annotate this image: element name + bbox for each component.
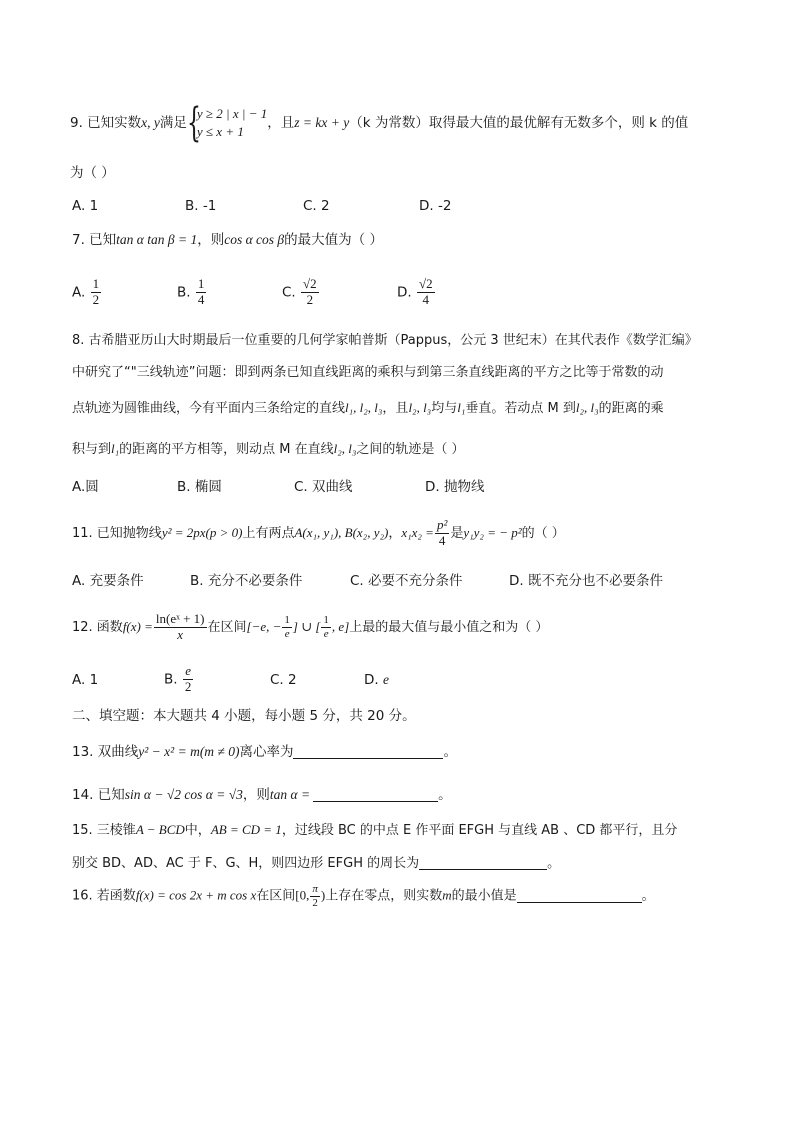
- q16-mid: 在区间: [256, 888, 296, 904]
- q16-expr: f(x) = cos 2x + m cos x: [135, 887, 257, 903]
- q16-var: m: [442, 887, 452, 903]
- q7-option-b: [177, 277, 207, 308]
- q15-answer-blank[interactable]: [419, 855, 547, 870]
- q9-satisfy: 满足: [159, 115, 187, 131]
- q12-option-b: [164, 664, 194, 695]
- q8-option-d: D. 抛物线: [425, 479, 485, 495]
- q12-int2: ] ∪ [: [292, 618, 321, 634]
- q7-option-d-frac: [417, 277, 435, 308]
- question-16: [72, 883, 655, 909]
- q16-int2: ): [320, 887, 326, 903]
- frac-den: 2: [92, 291, 100, 307]
- q7-option-b-label: B.: [177, 284, 191, 301]
- q11-frac: [435, 518, 449, 549]
- q12-fx: f(x) =: [122, 618, 153, 634]
- q16-int1: [0,: [295, 887, 310, 903]
- frac-num: π: [312, 883, 318, 895]
- frac-num: 1: [197, 276, 205, 291]
- q8-l1: l₁: [457, 400, 466, 415]
- frac-num: ln(eˣ + 1): [155, 611, 205, 626]
- frac-den: 4: [422, 291, 430, 307]
- frac-den: 4: [438, 532, 446, 548]
- q12-prefix: 12. 函数: [72, 619, 123, 635]
- q16-prefix: 16. 若函数: [72, 888, 136, 904]
- q8-option-a: A.圆: [72, 479, 99, 495]
- q8-line3i: 的距离的乘: [598, 401, 664, 416]
- q16-answer-blank[interactable]: [517, 888, 642, 903]
- q9-system: [186, 100, 268, 146]
- q11-parabola: y² = 2px(p > 0): [161, 524, 243, 540]
- q11-option-d: D. 既不充分也不必要条件: [509, 573, 663, 589]
- frac-den: 2: [184, 678, 192, 694]
- frac-den: 2: [306, 291, 314, 307]
- q15-line2: [72, 855, 560, 872]
- frac-num: p²: [436, 517, 448, 532]
- q12-suffix: 上最的最大值与最小值之和为（ ）: [349, 619, 549, 635]
- q7-mid: ，则: [197, 232, 225, 248]
- q12-frac: [154, 612, 207, 643]
- section-2-heading: 二、填空题：本大题共 4 小题，每小题 5 分，共 20 分。: [72, 708, 416, 724]
- frac-den: 4: [197, 291, 205, 307]
- q7-option-c: [282, 277, 320, 308]
- q9-vars: x, y: [141, 115, 160, 130]
- q15-prefix: 15. 三棱锥: [72, 823, 136, 838]
- q11-comma: ，: [388, 525, 402, 541]
- q11-y1y2: y₁y₂ = − p²: [463, 524, 522, 540]
- q12-option-b-label: B.: [164, 671, 178, 688]
- question-11: [72, 518, 565, 549]
- q7-option-d: [397, 277, 436, 308]
- q15-mid1: 中，: [184, 823, 211, 838]
- q15-line2-text: 别交 BD、AD、AC 于 F、G、H，则四边形 EFGH 的周长为: [72, 856, 420, 871]
- q15-expr2: AB = CD = 1: [210, 822, 282, 837]
- q9-option-a: A. 1: [72, 198, 99, 214]
- q12-option-d-label: D.: [364, 672, 379, 688]
- q7-option-a-label: A.: [72, 284, 86, 301]
- q9-cond2: y ≤ x + 1: [196, 124, 244, 139]
- q14-answer-blank[interactable]: [313, 787, 438, 802]
- q11-option-a: A. 充要条件: [72, 573, 144, 589]
- q14-prefix: 14. 已知: [72, 787, 125, 803]
- q12-option-a: A. 1: [72, 672, 99, 688]
- q8-l1b: l₁: [111, 441, 120, 456]
- q16-frac: [310, 883, 320, 909]
- q8-l2l3: l₂, l₃: [408, 400, 432, 415]
- q9-mid: ，且: [267, 115, 295, 131]
- frac-den: e: [284, 627, 290, 640]
- q15-line1-rest: ，过线段 BC 的中点 E 作平面 EFGH 与直线 AB 、CD 都平行，且分: [281, 823, 678, 838]
- q15-end: 。: [547, 856, 561, 871]
- frac-num: 1: [323, 614, 329, 627]
- frac-num: e: [185, 663, 191, 678]
- q16-end: 。: [641, 888, 655, 904]
- q8-line1: 8. 古希腊亚历山大时期最后一位重要的几何学家帕普斯（Pappus，公元 3 世纪末）在其代表作《数学汇编》: [72, 333, 698, 348]
- q12-option-c: C. 2: [270, 672, 297, 688]
- q11-mid1: 上有两点: [242, 525, 295, 541]
- q8-option-b: B. 椭圆: [177, 479, 222, 495]
- q7-expr: tan α tan β = 1: [116, 232, 198, 247]
- frac-den: x: [177, 626, 184, 642]
- q9-line2: 为（ ）: [70, 165, 115, 181]
- q8-line3c: ，且: [382, 401, 409, 416]
- q11-x1x2: x₁x₂ =: [401, 524, 434, 540]
- q8-line3: [72, 400, 664, 417]
- question-9: [70, 100, 689, 146]
- q8-line4a: 积与到: [72, 442, 112, 457]
- q7-option-a-frac: [91, 277, 102, 308]
- q11-points: A(x₁, y₁), B(x₂, y₂): [294, 524, 389, 540]
- q7-prefix: 7. 已知: [72, 232, 117, 248]
- q8-option-c: C. 双曲线: [294, 479, 353, 495]
- q12-frac1: [282, 614, 292, 640]
- q16-suffix2: 的最小值是: [451, 888, 517, 904]
- q8-line4e: 之间的轨迹是（ ）: [356, 442, 465, 457]
- q8-line3a: 点轨迹为圆锥曲线，今有平面内三条给定的直线: [72, 401, 346, 416]
- q12-mid: 在区间: [207, 619, 247, 635]
- q12-int3: , e]: [331, 618, 350, 634]
- q14-mid: ，则: [242, 787, 270, 803]
- q8-l2l3c: l₂, l₃: [333, 441, 357, 456]
- question-12: [72, 612, 548, 643]
- question-13: [72, 744, 457, 760]
- q9-option-c: C. 2: [303, 198, 330, 214]
- question-7: [72, 232, 383, 248]
- frac-num: 1: [284, 614, 290, 627]
- q13-end: 。: [443, 744, 457, 760]
- q11-option-c: C. 必要不充分条件: [350, 573, 463, 589]
- q11-option-b: B. 充分不必要条件: [190, 573, 303, 589]
- question-14: [72, 787, 452, 803]
- q9-prefix: 9. 已知实数: [70, 115, 142, 131]
- question-15: [72, 822, 677, 839]
- q8-l2l3b: l₂, l₃: [575, 400, 599, 415]
- q8-line4c: 的距离的平方相等，则动点 M 在直线: [119, 442, 334, 457]
- q15-pyramid: A − BCD: [135, 822, 185, 837]
- brace-icon: {: [186, 100, 201, 146]
- q13-expr: y² − x² = m(m ≠ 0): [138, 744, 240, 759]
- q11-mid2: 是: [450, 525, 464, 541]
- q11-suffix: 的（ ）: [521, 525, 565, 541]
- q13-prefix: 13. 双曲线: [72, 744, 139, 760]
- q9-option-d: D. -2: [419, 198, 452, 214]
- frac-num: √2: [418, 276, 433, 291]
- q8-line3g: 垂直。若动点 M 到: [465, 401, 576, 416]
- q16-suffix: 上存在零点，则实数: [325, 888, 443, 904]
- q8-line2: 中研究了“"三线轨迹”问题：即到两条已知直线距离的乘积与到第三条直线距离的平方之比等于常数的动: [72, 365, 664, 380]
- q11-prefix: 11. 已知抛物线: [72, 525, 162, 541]
- q14-expr2: tan α =: [269, 787, 311, 802]
- q7-option-b-frac: [196, 277, 207, 308]
- q12-option-b-frac: [183, 664, 194, 695]
- frac-num: √2: [303, 276, 317, 291]
- q9-expr: z = kx + y: [294, 115, 350, 130]
- q12-frac2: [321, 614, 331, 640]
- q13-answer-blank[interactable]: [293, 744, 443, 759]
- frac-den: 2: [312, 896, 318, 909]
- q12-option-d: [364, 672, 389, 688]
- q8-lines: l₁, l₂, l₃: [345, 400, 383, 415]
- frac-num: 1: [92, 276, 100, 291]
- q8-line3e: 均与: [431, 401, 458, 416]
- q7-option-c-frac: [301, 277, 319, 308]
- q12-option-d-value: e: [382, 672, 389, 687]
- q8-line4: [72, 441, 465, 458]
- q14-expr: sin α − √2 cos α = √3: [124, 787, 243, 802]
- q9-cond1: y ≥ 2 | x | − 1: [196, 106, 268, 121]
- q7-option-c-label: C.: [282, 284, 296, 301]
- frac-den: e: [323, 627, 329, 640]
- q7-suffix: 的最大值为（ ）: [284, 232, 383, 248]
- q7-option-a: [72, 277, 102, 308]
- q9-paren: （k 为常数）取得最大值的最优解有无数多个，则 k 的值: [349, 115, 689, 131]
- q9-option-b: B. -1: [185, 198, 217, 214]
- q7-expr2: cos α cos β: [224, 232, 285, 247]
- q14-end: 。: [438, 787, 452, 803]
- q12-int1: [−e, −: [246, 618, 282, 634]
- q13-suffix: 离心率为: [239, 744, 294, 760]
- q7-option-d-label: D.: [397, 284, 412, 301]
